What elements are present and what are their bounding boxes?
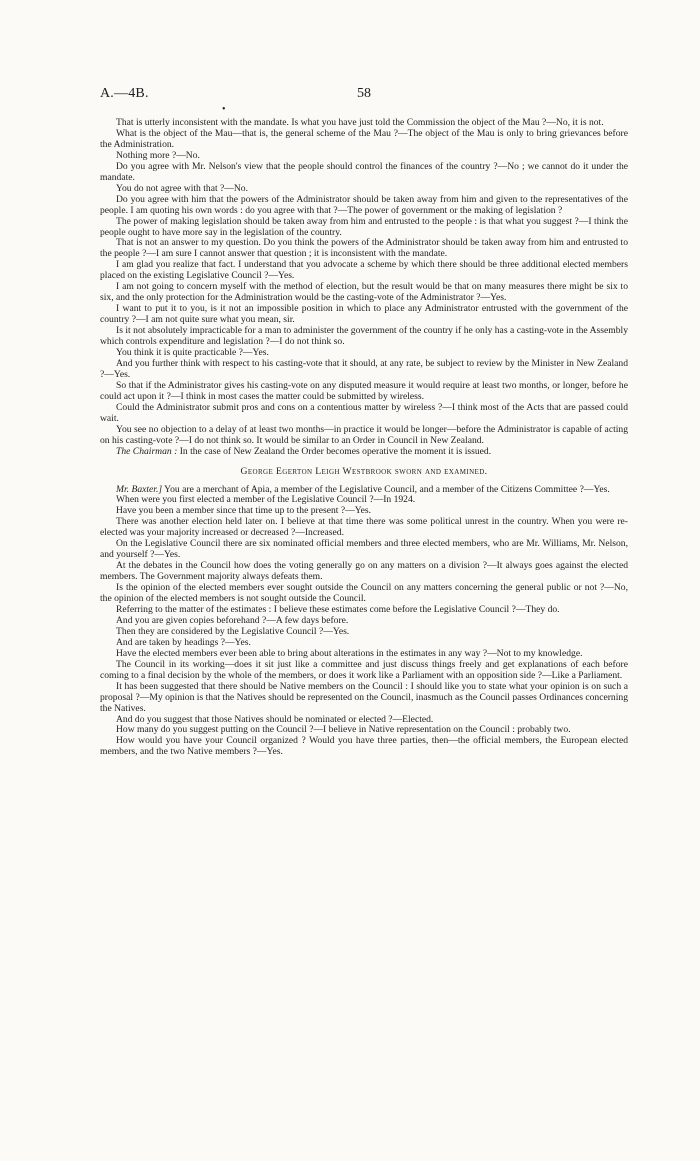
paragraph: Have you been a member since that time up to the present ?—Yes. xyxy=(116,505,372,517)
paragraph: Do you agree with him that the powers of the Administrator should be taken away from him and given to the representatives of the people. I am quoting his own words : do you agree with that ?—The power of government or the making of legislation ? xyxy=(100,193,628,216)
paragraph: There was another election held later on. I believe at that time there was some political unrest in the country. When you were re-elected was your majority increased or decreased ?—Increased. xyxy=(100,516,628,539)
paragraph: And you are given copies beforehand ?—A few days before. xyxy=(116,614,349,626)
paragraph: Referring to the matter of the estimates : I believe these estimates come before the Legislative Council ?—They do. xyxy=(116,603,560,615)
page-header xyxy=(100,86,628,106)
paragraph: And do you suggest that those Natives should be nominated or elected ?—Elected. xyxy=(116,713,434,725)
paragraph: The Council in its working—does it sit just like a committee and just discuss things freely and get explanations of each before coming to a final decision by the whole of the members, or does it work like a Parliament with an opposition side ?—Like a Parliament. xyxy=(100,658,628,681)
speaker-label: The Chairman : xyxy=(116,445,178,457)
paragraph xyxy=(100,447,628,458)
paragraph: And are taken by headings ?—Yes. xyxy=(116,636,251,648)
paragraph: On the Legislative Council there are six nominated official members and three elected members, who are Mr. Williams, Mr. Nelson, and yourself ?—Yes. xyxy=(100,538,628,561)
paragraph: Is it not absolutely impracticable for a man to administer the government of the country if he only has a casting-vote in the Assembly which controls expenditure and legislation ?—I do not think so. xyxy=(100,325,628,348)
paragraph: You think it is quite practicable ?—Yes. xyxy=(116,347,269,359)
document-reference: A.—4B. xyxy=(100,86,149,101)
paragraph: When were you first elected a member of the Legislative Council ?—In 1924. xyxy=(116,494,416,506)
paragraph: Is the opinion of the elected members ever sought outside the Council on any matters concerning the general public or not ?—No, the opinion of the elected members is not sought outside the Council. xyxy=(100,582,628,605)
page-number: 58 xyxy=(357,86,371,101)
paragraph: You do not agree with that ?—No. xyxy=(116,182,248,194)
paragraph: You see no objection to a delay of at least two months—in practice it would be longer—before the Administrator is capable of acting on his casting-vote ?—I do not think so. It would be similar to an Order in Council in New Zealand. xyxy=(100,423,628,446)
paragraph: At the debates in the Council how does the voting generally go on any matters on a division ?—It always goes against the elected members. The Government majority always defeats them. xyxy=(100,560,628,583)
paragraph: And you further think with respect to his casting-vote that it should, at any rate, be subject to review by the Minister in New Zealand ?—Yes. xyxy=(100,357,628,380)
witness-heading: George Egerton Leigh Westbrook sworn and examined. xyxy=(240,465,488,477)
speaker-label: Mr. Baxter.] xyxy=(116,483,163,495)
paragraph: Could the Administrator submit pros and cons on a contentious matter by wireless ?—I think most of the Acts that are passed could wait. xyxy=(100,401,628,424)
paragraph: The power of making legislation should be taken away from him and entrusted to the people : is that what you suggest ?—I think the people ought to have more say in the legislation of the country. xyxy=(100,215,628,238)
document-body xyxy=(100,118,628,758)
paragraph: That is not an answer to my question. Do you think the powers of the Administrator should be taken away from him and entrusted to the people ?—I am sure I cannot answer that question ; it is inconsistent with the mandate. xyxy=(100,237,628,260)
paragraph: So that if the Administrator gives his casting-vote on any disputed measure it would require at least two months, or longer, before he could act upon it ?—I think in most cases the matter could be submitted by wireless. xyxy=(100,379,628,402)
paragraph: What is the object of the Mau—that is, the general scheme of the Mau ?—The object of the Mau is only to bring grievances before the Administration. xyxy=(100,127,628,150)
paragraph: Then they are considered by the Legislative Council ?—Yes. xyxy=(116,625,350,637)
paragraph: Do you agree with Mr. Nelson's view that the people should control the finances of the country ?—No ; we cannot do it under the mandate. xyxy=(100,160,628,183)
paragraph: I am not going to concern myself with the method of election, but the result would be that on many measures there might be six to six, and the only protection for the Administration would be the casting-vote of the Administrator ?—Yes. xyxy=(100,281,628,304)
paragraph: I want to put it to you, is it not an impossible position in which to place any Administrator entrusted with the government of the country ?—I am not quite sure what you mean, sir. xyxy=(100,303,628,326)
paragraph: It has been suggested that there should be Native members on the Council : I should like you to state what your opinion is on such a proposal ?—My opinion is that the Natives should be represented on the Council, inasmuch as the Council passes Ordinances concerning the Natives. xyxy=(100,680,628,714)
paragraph: How would you have your Council organized ? Would you have three parties, then—the official members, the European elected members, and the two Native members ?—Yes. xyxy=(100,735,628,758)
paragraph: Have the elected members ever been able to bring about alterations in the estimates in any way ?—Not to my knowledge. xyxy=(116,647,583,659)
paragraph: Nothing more ?—No. xyxy=(116,149,200,161)
paragraph: How many do you suggest putting on the Council ?—I believe in Native representation on the Council : probably two. xyxy=(116,724,571,736)
paragraph: That is utterly inconsistent with the mandate. Is what you have just told the Commission the object of the Mau ?—No, it is not. xyxy=(116,117,604,128)
paragraph: I am glad you realize that fact. I understand that you advocate a scheme by which there should be three additional elected members placed on the existing Legislative Council ?—Yes. xyxy=(100,259,628,282)
paragraph-text: In the case of New Zealand the Order becomes operative the moment it is issued. xyxy=(177,445,492,457)
paragraph-text: You are a merchant of Apia, a member of the Legislative Council, and a member of the Citizens Committee ?—Yes. xyxy=(162,483,610,495)
ink-speck: • xyxy=(222,104,226,115)
